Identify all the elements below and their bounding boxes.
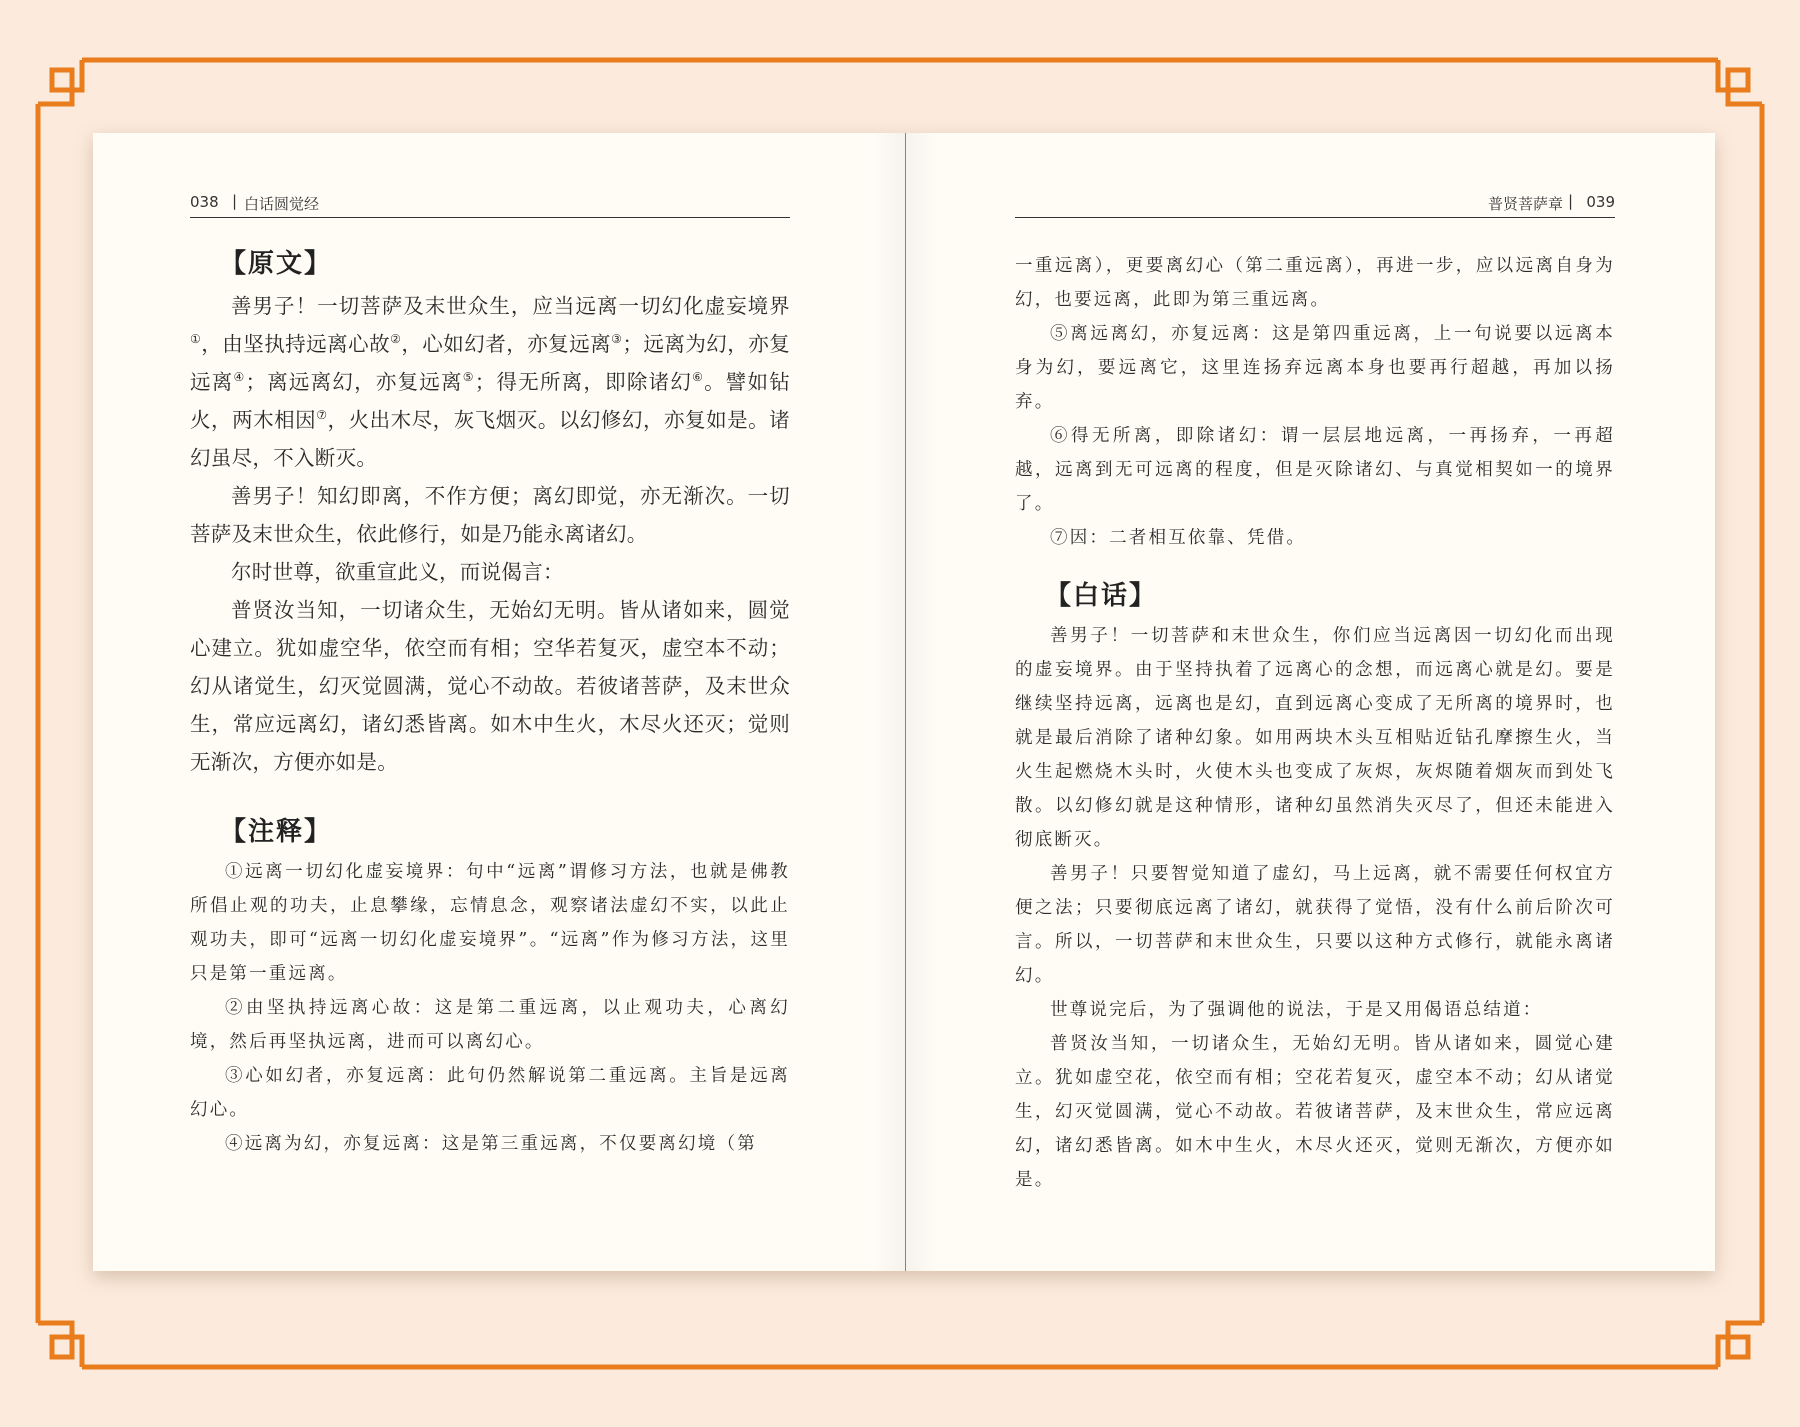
note-item: ⑤离远离幻，亦复远离：这是第四重远离，上一句说要以远离本身为幻，要远离它，这里连扬弃远离本身也要再行超越，再加以扬弃。 [1015, 324, 1615, 412]
footnote-marker: ① [190, 332, 202, 346]
footnote-marker: ⑥ [692, 370, 705, 384]
translation-paragraph: 善男子！一切菩萨和末世众生，你们应当远离因一切幻化而出现的虚妄境界。由于坚持执着了远离心的念想，而远离心就是幻。要是继续坚持远离，远离也是幻，直到远离心变成了无所离的境界时，也就是最后消除了诸种幻象。如用两块木头互相贴近钻孔摩擦生火，当火生起燃烧木头时，火使木头也变成了灰烬，灰烬随着烟灰而到处飞散。以幻修幻就是这种情形，诸种幻虽然消失灭尽了，但还未能进入彻底断灭。 [1015, 626, 1615, 850]
original-paragraph [190, 553, 790, 591]
page-number: 038 [190, 193, 219, 211]
section-heading-plain: 【白话】 [1045, 581, 1158, 611]
left-content [190, 249, 790, 1161]
text-run: 普贤汝当知，一切诸众生，无始幻无明。皆从诸如来，圆觉心建立。犹如虚空华，依空而有相；空华若复灭，虚空本不动；幻从诸觉生，幻灭觉圆满，觉心不动故。若彼诸菩萨，及末世众生，常应远离幻，诸幻悉皆离。如木中生火，木尽火还灭；觉则无渐次，方便亦如是。 [190, 598, 790, 774]
note-item: ⑥得无所离，即除诸幻：谓一层层地远离，一再扬弃，一再超越，远离到无可远离的程度，但是灭除诸幻、与真觉相契如一的境界了。 [1015, 426, 1615, 514]
section-heading-original: 【原文】 [220, 249, 333, 279]
book-title: 白话圆觉经 [244, 195, 320, 213]
note-item: ⑦因：二者相互依靠、凭借。 [1050, 528, 1307, 548]
footnote-marker: ④ [233, 370, 246, 384]
text-run: ，由坚执持远离心故 [201, 332, 391, 356]
text-run: ；离远离幻，亦复远离 [245, 370, 463, 394]
right-page [1015, 133, 1615, 1271]
text-run: ；远离为幻，亦复远离 [190, 332, 791, 394]
text-run: 善男子！知幻即离，不作方便；离幻即觉，亦无渐次。一切菩萨及末世众生，依此修行，如是乃能永离诸幻。 [190, 484, 790, 546]
footnote-marker: ③ [611, 332, 623, 346]
original-paragraph [190, 477, 790, 553]
book-gutter [905, 133, 906, 1271]
text-run: 。譬如钻火，两木相因 [190, 370, 791, 432]
page-header [190, 193, 790, 218]
header-separator: | [1567, 192, 1573, 210]
text-run: ，火出木尽，灰飞烟灭。以幻修幻，亦复如是。诸幻虽尽，不入断灭。 [190, 408, 790, 470]
book-spread [93, 133, 1715, 1271]
footnote-marker: ⑤ [462, 370, 475, 384]
text-run: ；得无所离，即除诸幻 [474, 370, 693, 394]
note-item: ③心如幻者，亦复远离：此句仍然解说第二重远离。主旨是远离幻心。 [190, 1066, 790, 1120]
note-item: ②由坚执持远离心故：这是第二重远离，以止观功夫，心离幻境，然后再坚执远离，进而可以离幻心。 [190, 998, 790, 1052]
notes-continued [1015, 249, 1615, 555]
footnote-marker: ② [390, 332, 402, 346]
text-run: 尔时世尊，欲重宣此义，而说偈言： [231, 560, 564, 584]
left-page [190, 133, 790, 1271]
footnote-marker: ⑦ [316, 408, 328, 422]
original-text [190, 287, 790, 781]
chapter-title: 普贤菩萨章 [1487, 195, 1563, 213]
original-paragraph [190, 591, 790, 781]
note-item: ④远离为幻，亦复远离：这是第三重远离，不仅要离幻境（第 [225, 1134, 757, 1154]
translation-paragraph: 善男子！只要智觉知道了虚幻，马上远离，就不需要任何权宜方便之法；只要彻底远离了诸幻，就获得了觉悟，没有什么前后阶次可言。所以，一切菩萨和末世众生，只要以这种方式修行，就能永离诸幻。 [1015, 864, 1615, 986]
translation-paragraph: 世尊说完后，为了强调他的说法，于是又用偈语总结道： [1050, 1000, 1543, 1020]
section-heading-notes: 【注释】 [220, 817, 333, 847]
page-number: 039 [1586, 193, 1615, 211]
text-run: ，心如幻者，亦复远离 [401, 332, 612, 356]
note-item: 一重远离），更要离幻心（第二重远离），再进一步，应以远离自身为幻，也要远离，此即为第三重远离。 [1015, 256, 1615, 310]
header-separator: | [232, 192, 238, 210]
original-paragraph [190, 287, 790, 477]
plain-translation [1015, 619, 1615, 1197]
page-header [1015, 193, 1615, 218]
translation-paragraph: 普贤汝当知，一切诸众生，无始幻无明。皆从诸如来，圆觉心建立。犹如虚空花，依空而有相；空花若复灭，虚空本不动；幻从诸觉生，幻灭觉圆满，觉心不动故。若彼诸菩萨，及末世众生，常应远离幻，诸幻悉皆离。如木中生火，木尽火还灭，觉则无渐次，方便亦如是。 [1015, 1034, 1615, 1190]
notes-list [190, 855, 790, 1161]
note-item: ①远离一切幻化虚妄境界：句中“远离”谓修习方法，也就是佛教所倡止观的功夫，止息攀缘，忘情息念，观察诸法虚幻不实，以此止观功夫，即可“远离一切幻化虚妄境界”。“远离”作为修习方法，这里只是第一重远离。 [190, 862, 790, 984]
text-run: 善男子！一切菩萨及末世众生，应当远离一切幻化虚妄境界 [231, 294, 790, 318]
right-content [1015, 249, 1615, 1197]
